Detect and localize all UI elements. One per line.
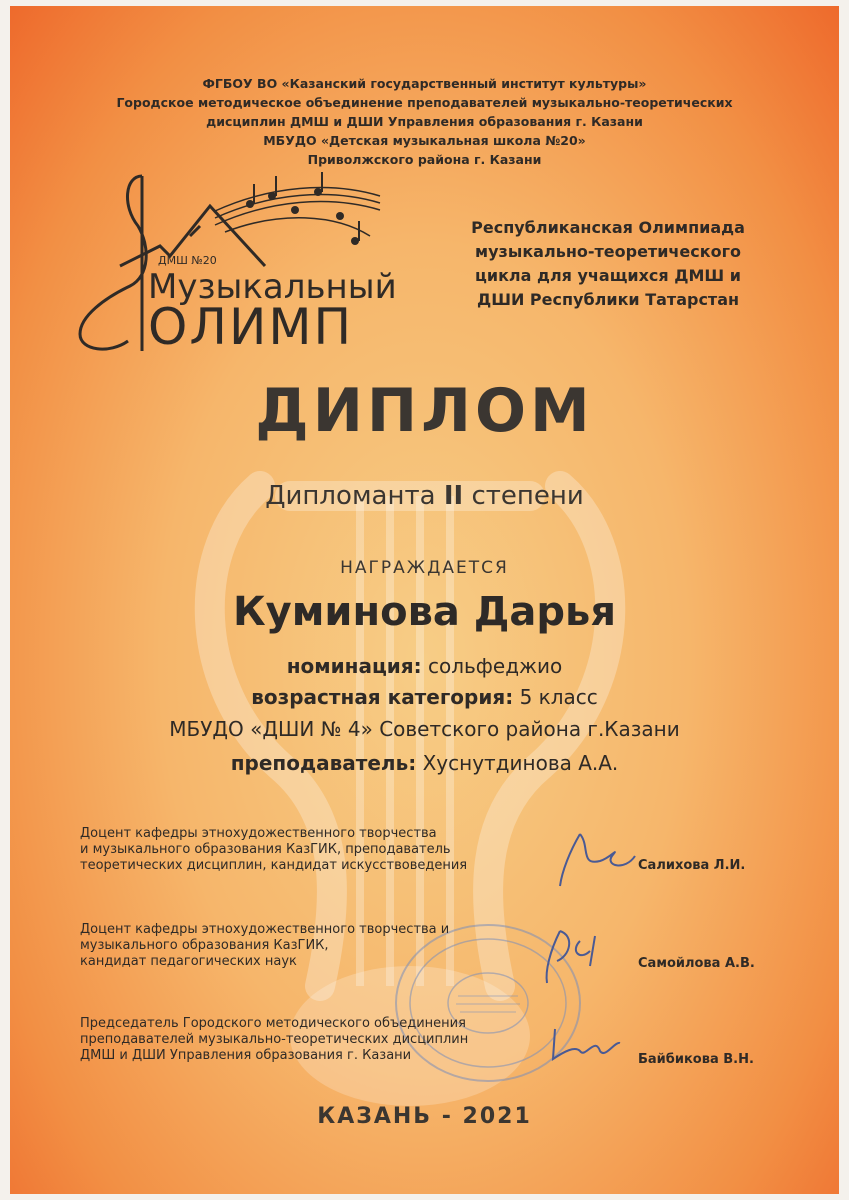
- signatory-3-title: [80, 1016, 468, 1064]
- age-category-line: [10, 685, 839, 709]
- signatory-3-name: Байбикова В.Н.: [638, 1052, 754, 1067]
- signatory-2-title: [80, 922, 449, 970]
- logo-word-music: Музыкальный: [148, 267, 397, 307]
- signatory-title-line: теоретических дисциплин, кандидат искусствоведения: [80, 858, 468, 873]
- nomination-line: [10, 654, 839, 678]
- music-olympus-logo: [50, 166, 420, 356]
- signatory-title-line: и музыкального образования КазГИК, преподаватель: [80, 842, 451, 857]
- header-line: МБУДО «Детская музыкальная школа №20»: [263, 133, 586, 148]
- diploma-page: [10, 6, 839, 1194]
- olympiad-title: [428, 216, 788, 312]
- nomination-label: номинация:: [286, 654, 422, 678]
- header-line: ФГБОУ ВО «Казанский государственный институт культуры»: [202, 76, 647, 91]
- logo-word-olymp: ОЛИМП: [148, 298, 354, 356]
- signatory-title-line: Доцент кафедры этнохудожественного творчества: [80, 826, 437, 841]
- olympiad-line: цикла для учащихся ДМШ и: [475, 266, 741, 285]
- school-line: МБУДО «ДШИ № 4» Советского района г.Казани: [169, 717, 680, 741]
- degree-prefix: Дипломанта: [265, 481, 436, 511]
- age-category-value: 5 класс: [519, 685, 598, 709]
- header-line: Городское методическое объединение преподавателей музыкально-теоретических: [116, 95, 733, 110]
- signatory-title-line: Председатель Городского методического объединения: [80, 1016, 466, 1031]
- signatory-1-title: [80, 826, 467, 874]
- degree-suffix: степени: [471, 481, 584, 511]
- degree-line: [10, 481, 839, 511]
- olympiad-line: Республиканская Олимпиада: [471, 218, 745, 237]
- signatory-title-line: кандидат педагогических наук: [80, 954, 297, 969]
- signatory-title-line: Доцент кафедры этнохудожественного творчества и: [80, 922, 450, 937]
- treble-clef-icon: [80, 176, 146, 349]
- age-category-label: возрастная категория:: [251, 685, 514, 709]
- signatory-title-line: музыкального образования КазГИК,: [80, 938, 329, 953]
- signatory-1-name: Салихова Л.И.: [638, 858, 746, 873]
- logo-school-label: ДМШ №20: [158, 254, 217, 267]
- degree-roman: II: [443, 481, 464, 511]
- signature-2-icon: [535, 921, 625, 991]
- document-title: ДИПЛОМ: [255, 376, 594, 446]
- recipient-name: Куминова Дарья: [232, 589, 617, 635]
- signature-3-icon: [545, 1021, 625, 1066]
- teacher-label: преподаватель:: [230, 751, 417, 775]
- olympiad-line: ДШИ Республики Татарстан: [476, 290, 740, 309]
- olympiad-line: музыкально-теоретического: [475, 242, 741, 261]
- nomination-value: сольфеджио: [427, 654, 563, 678]
- signatory-2-name: Самойлова А.В.: [638, 956, 755, 971]
- signature-1-icon: [550, 826, 650, 896]
- awarded-label: НАГРАЖДАЕТСЯ: [340, 558, 509, 578]
- organizer-header: [10, 74, 839, 169]
- header-line: дисциплин ДМШ и ДШИ Управления образования г. Казани: [206, 114, 643, 129]
- city-year-footer: КАЗАНЬ - 2021: [317, 1104, 532, 1129]
- signatory-title-line: ДМШ и ДШИ Управления образования г. Казани: [80, 1048, 412, 1063]
- signatory-title-line: преподавателей музыкально-теоретических дисциплин: [80, 1032, 469, 1047]
- teacher-value: Хуснутдинова А.А.: [422, 751, 619, 775]
- teacher-line: [10, 751, 839, 775]
- header-line: Приволжского района г. Казани: [307, 152, 542, 167]
